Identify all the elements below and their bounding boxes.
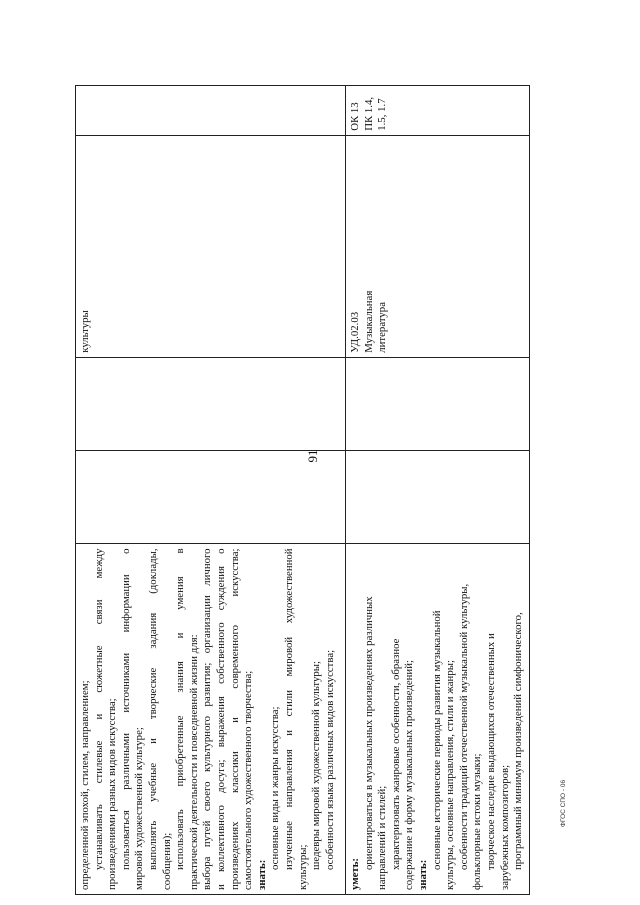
competency-code-cell — [76, 86, 346, 136]
empty-cell — [346, 357, 530, 450]
landscape-page — [75, 85, 525, 895]
text-line: основные виды и жанры искусства; — [269, 706, 282, 870]
text-line: выбора путей своего культурного развития; организации личного — [201, 548, 214, 890]
text-line: выполнять учебные и творческие задания (доклады, — [146, 548, 159, 870]
text-line: культуры; — [296, 844, 309, 890]
text-line: творческое наследие выдающихся отечественных и — [484, 633, 497, 870]
text-line: особенности традиций отечественной музыкальной культуры, — [457, 583, 470, 870]
text-line: программный минимум произведений симфонического, — [512, 612, 525, 870]
text-line: содержание и форму музыкальных произведений; — [403, 660, 416, 890]
text-line: культуры, основные направления, стили и жанры; — [444, 660, 457, 890]
text-line: произведениями разных видов искусства; — [106, 698, 119, 890]
discipline-name-cell — [346, 135, 530, 357]
footer-label: ФГОС СПО - 06 — [560, 779, 567, 827]
text-line: ориентироваться в музыкальных произведениях различных — [362, 596, 375, 870]
empty-cell — [346, 451, 530, 544]
text-line: практической деятельности и повседневной жизни для: — [187, 634, 200, 890]
page-number: 91 — [305, 449, 320, 463]
section-heading: знать: — [255, 859, 268, 890]
empty-cell — [76, 357, 346, 450]
text-line: основные исторические периоды развития музыкальной — [430, 610, 443, 870]
text-line: направлений и стилей; — [376, 785, 389, 890]
text-line: зарубежных композиторов; — [498, 764, 511, 890]
text-line: шедевры мировой художественной культуры; — [310, 660, 323, 870]
competency-table — [75, 85, 530, 895]
text-line: характеризовать жанровые особенности, образное — [389, 638, 402, 870]
section-heading: знать: — [416, 859, 429, 890]
text-line: сообщения); — [160, 832, 173, 890]
section-heading: уметь: — [349, 857, 361, 890]
text-line: самостоятельного художественного творчества; — [242, 670, 255, 890]
table-row — [76, 86, 346, 895]
discipline-name: Музыкальная — [362, 290, 375, 353]
competency-code-cell — [346, 86, 530, 136]
discipline-code: УД.02.03 — [349, 311, 361, 353]
discipline-name: культуры — [79, 310, 91, 353]
text-line: и коллективного досуга; выражения собственного суждения о — [214, 548, 227, 890]
text-line: определенной эпохой, стилем, направлением; — [79, 680, 91, 890]
empty-cell — [76, 451, 346, 544]
text-line: произведениях классики и современного искусства; — [228, 548, 241, 890]
requirements-cell — [76, 544, 346, 895]
discipline-name: литература — [376, 301, 389, 353]
text-line: фольклорные истоки музыки; — [471, 753, 484, 890]
text-line: особенности языка различных видов искусства; — [323, 649, 336, 870]
competency-code: 1.5, 1.7 — [376, 98, 389, 131]
text-line: устанавливать стилевые и сюжетные связи между — [92, 548, 105, 870]
table-row — [346, 86, 530, 895]
text-line: мировой художественной культуре; — [133, 727, 146, 890]
text-line: пользоваться различными источниками информации о — [119, 548, 132, 870]
text-line: использовать приобретенные знания и умения в — [174, 548, 187, 870]
requirements-cell — [346, 544, 530, 895]
discipline-name-cell — [76, 135, 346, 357]
competency-code: ПК 1.4, — [362, 96, 375, 131]
competency-code: ОК 13 — [349, 102, 361, 131]
text-line: изученные направления и стили мировой художественной — [282, 548, 295, 870]
